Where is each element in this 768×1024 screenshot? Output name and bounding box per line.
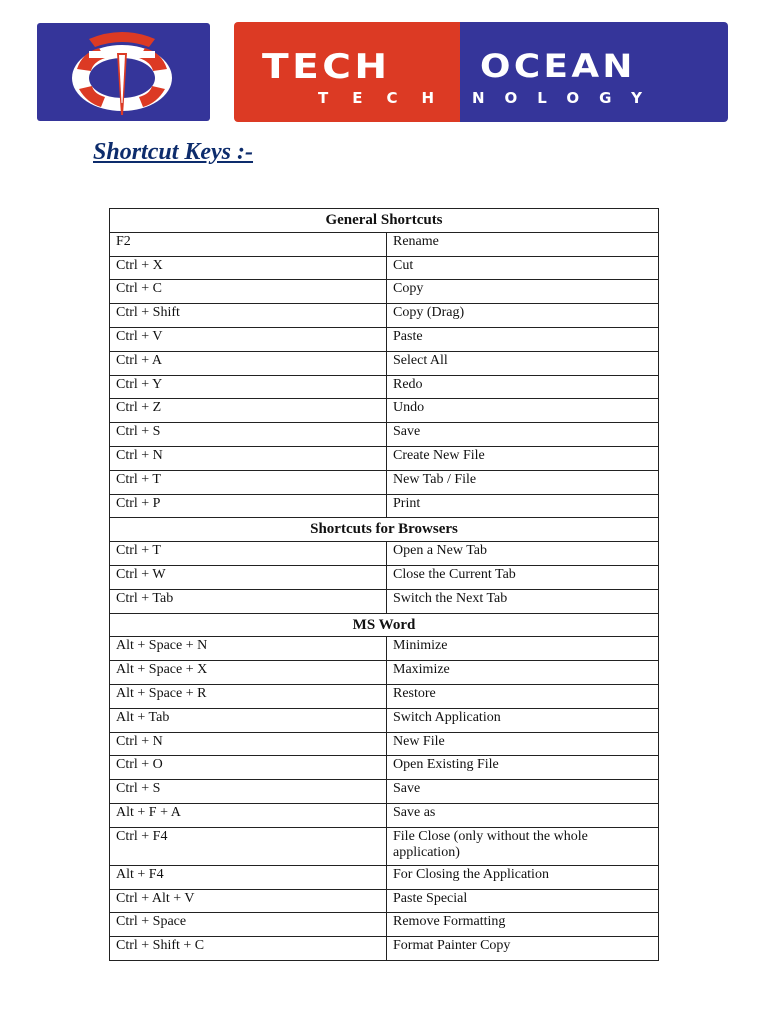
section-header-row bbox=[110, 518, 659, 542]
table-row bbox=[110, 351, 659, 375]
table-row bbox=[110, 913, 659, 937]
table-row bbox=[110, 470, 659, 494]
brand-word-ocean: OCEAN bbox=[480, 47, 636, 85]
table-row bbox=[110, 542, 659, 566]
page-title: Shortcut Keys :- bbox=[93, 139, 254, 165]
table-row bbox=[110, 232, 659, 256]
shortcut-key-cell: Ctrl + S bbox=[110, 780, 387, 804]
shortcut-key-cell: Ctrl + N bbox=[110, 446, 387, 470]
shortcut-key-cell: Ctrl + T bbox=[110, 470, 387, 494]
shortcut-key-cell: Ctrl + N bbox=[110, 732, 387, 756]
table-row bbox=[110, 937, 659, 961]
shortcut-key-cell: Ctrl + Z bbox=[110, 399, 387, 423]
shortcut-action-cell: Save as bbox=[387, 803, 659, 827]
shortcut-action-cell: Paste bbox=[387, 327, 659, 351]
lifebuoy-anchor-icon bbox=[37, 23, 210, 121]
shortcut-action-cell: Paste Special bbox=[387, 889, 659, 913]
shortcut-table bbox=[109, 208, 659, 961]
table-row bbox=[110, 803, 659, 827]
shortcut-key-cell: Alt + F + A bbox=[110, 803, 387, 827]
table-row bbox=[110, 375, 659, 399]
shortcut-action-cell: Save bbox=[387, 780, 659, 804]
shortcut-action-cell: Copy bbox=[387, 280, 659, 304]
shortcut-action-cell: Open a New Tab bbox=[387, 542, 659, 566]
shortcut-key-cell: Alt + Tab bbox=[110, 708, 387, 732]
shortcut-key-cell: Ctrl + Space bbox=[110, 913, 387, 937]
table-row bbox=[110, 304, 659, 328]
table-row bbox=[110, 280, 659, 304]
shortcut-key-cell: Ctrl + C bbox=[110, 280, 387, 304]
section-header-row bbox=[110, 209, 659, 233]
brand-word-tech-small: TECH bbox=[318, 89, 459, 107]
shortcut-action-cell: Print bbox=[387, 494, 659, 518]
shortcut-key-cell: F2 bbox=[110, 232, 387, 256]
section-header-row bbox=[110, 613, 659, 637]
shortcut-action-cell: File Close (only without the whole application) bbox=[387, 827, 659, 865]
table-row bbox=[110, 827, 659, 865]
table-row bbox=[110, 327, 659, 351]
shortcut-action-cell: New File bbox=[387, 732, 659, 756]
shortcut-key-cell: Ctrl + Y bbox=[110, 375, 387, 399]
shortcut-action-cell: Create New File bbox=[387, 446, 659, 470]
shortcut-action-cell: Format Painter Copy bbox=[387, 937, 659, 961]
section-heading: MS Word bbox=[110, 613, 659, 637]
table-row bbox=[110, 732, 659, 756]
brand-word-nology: NOLOGY bbox=[472, 89, 662, 107]
table-row bbox=[110, 423, 659, 447]
shortcut-key-cell: Ctrl + Shift + C bbox=[110, 937, 387, 961]
table-row bbox=[110, 399, 659, 423]
shortcut-action-cell: Save bbox=[387, 423, 659, 447]
table-row bbox=[110, 661, 659, 685]
shortcut-action-cell: Restore bbox=[387, 684, 659, 708]
shortcut-key-cell: Alt + Space + X bbox=[110, 661, 387, 685]
shortcut-action-cell: New Tab / File bbox=[387, 470, 659, 494]
shortcut-action-cell: Select All bbox=[387, 351, 659, 375]
table-row bbox=[110, 589, 659, 613]
table-row bbox=[110, 756, 659, 780]
shortcut-action-cell: Switch Application bbox=[387, 708, 659, 732]
table-row bbox=[110, 889, 659, 913]
table-row bbox=[110, 684, 659, 708]
shortcut-key-cell: Ctrl + S bbox=[110, 423, 387, 447]
brand-word-tech: TECH bbox=[262, 47, 391, 87]
shortcut-action-cell: Redo bbox=[387, 375, 659, 399]
table-row bbox=[110, 446, 659, 470]
shortcut-action-cell: Minimize bbox=[387, 637, 659, 661]
brand-banner bbox=[234, 22, 728, 122]
table-row bbox=[110, 780, 659, 804]
shortcut-action-cell: Undo bbox=[387, 399, 659, 423]
shortcut-key-cell: Ctrl + O bbox=[110, 756, 387, 780]
shortcut-action-cell: For Closing the Application bbox=[387, 865, 659, 889]
table-row bbox=[110, 708, 659, 732]
logo bbox=[37, 23, 210, 121]
section-heading: General Shortcuts bbox=[110, 209, 659, 233]
shortcut-key-cell: Ctrl + X bbox=[110, 256, 387, 280]
shortcut-key-cell: Ctrl + Alt + V bbox=[110, 889, 387, 913]
shortcut-key-cell: Ctrl + V bbox=[110, 327, 387, 351]
shortcut-action-cell: Remove Formatting bbox=[387, 913, 659, 937]
table-row bbox=[110, 565, 659, 589]
shortcut-key-cell: Ctrl + W bbox=[110, 565, 387, 589]
section-heading: Shortcuts for Browsers bbox=[110, 518, 659, 542]
shortcut-action-cell: Cut bbox=[387, 256, 659, 280]
shortcut-action-cell: Maximize bbox=[387, 661, 659, 685]
shortcut-action-cell: Switch the Next Tab bbox=[387, 589, 659, 613]
shortcut-action-cell: Open Existing File bbox=[387, 756, 659, 780]
shortcut-key-cell: Ctrl + A bbox=[110, 351, 387, 375]
shortcut-key-cell: Ctrl + F4 bbox=[110, 827, 387, 865]
shortcut-key-cell: Ctrl + Tab bbox=[110, 589, 387, 613]
shortcut-key-cell: Alt + Space + N bbox=[110, 637, 387, 661]
shortcut-key-cell: Alt + Space + R bbox=[110, 684, 387, 708]
table-row bbox=[110, 256, 659, 280]
table-row bbox=[110, 494, 659, 518]
shortcut-action-cell: Copy (Drag) bbox=[387, 304, 659, 328]
table-row bbox=[110, 637, 659, 661]
shortcut-key-cell: Ctrl + Shift bbox=[110, 304, 387, 328]
table-row bbox=[110, 865, 659, 889]
shortcut-key-cell: Ctrl + T bbox=[110, 542, 387, 566]
shortcut-action-cell: Close the Current Tab bbox=[387, 565, 659, 589]
shortcut-key-cell: Alt + F4 bbox=[110, 865, 387, 889]
shortcut-action-cell: Rename bbox=[387, 232, 659, 256]
shortcut-key-cell: Ctrl + P bbox=[110, 494, 387, 518]
